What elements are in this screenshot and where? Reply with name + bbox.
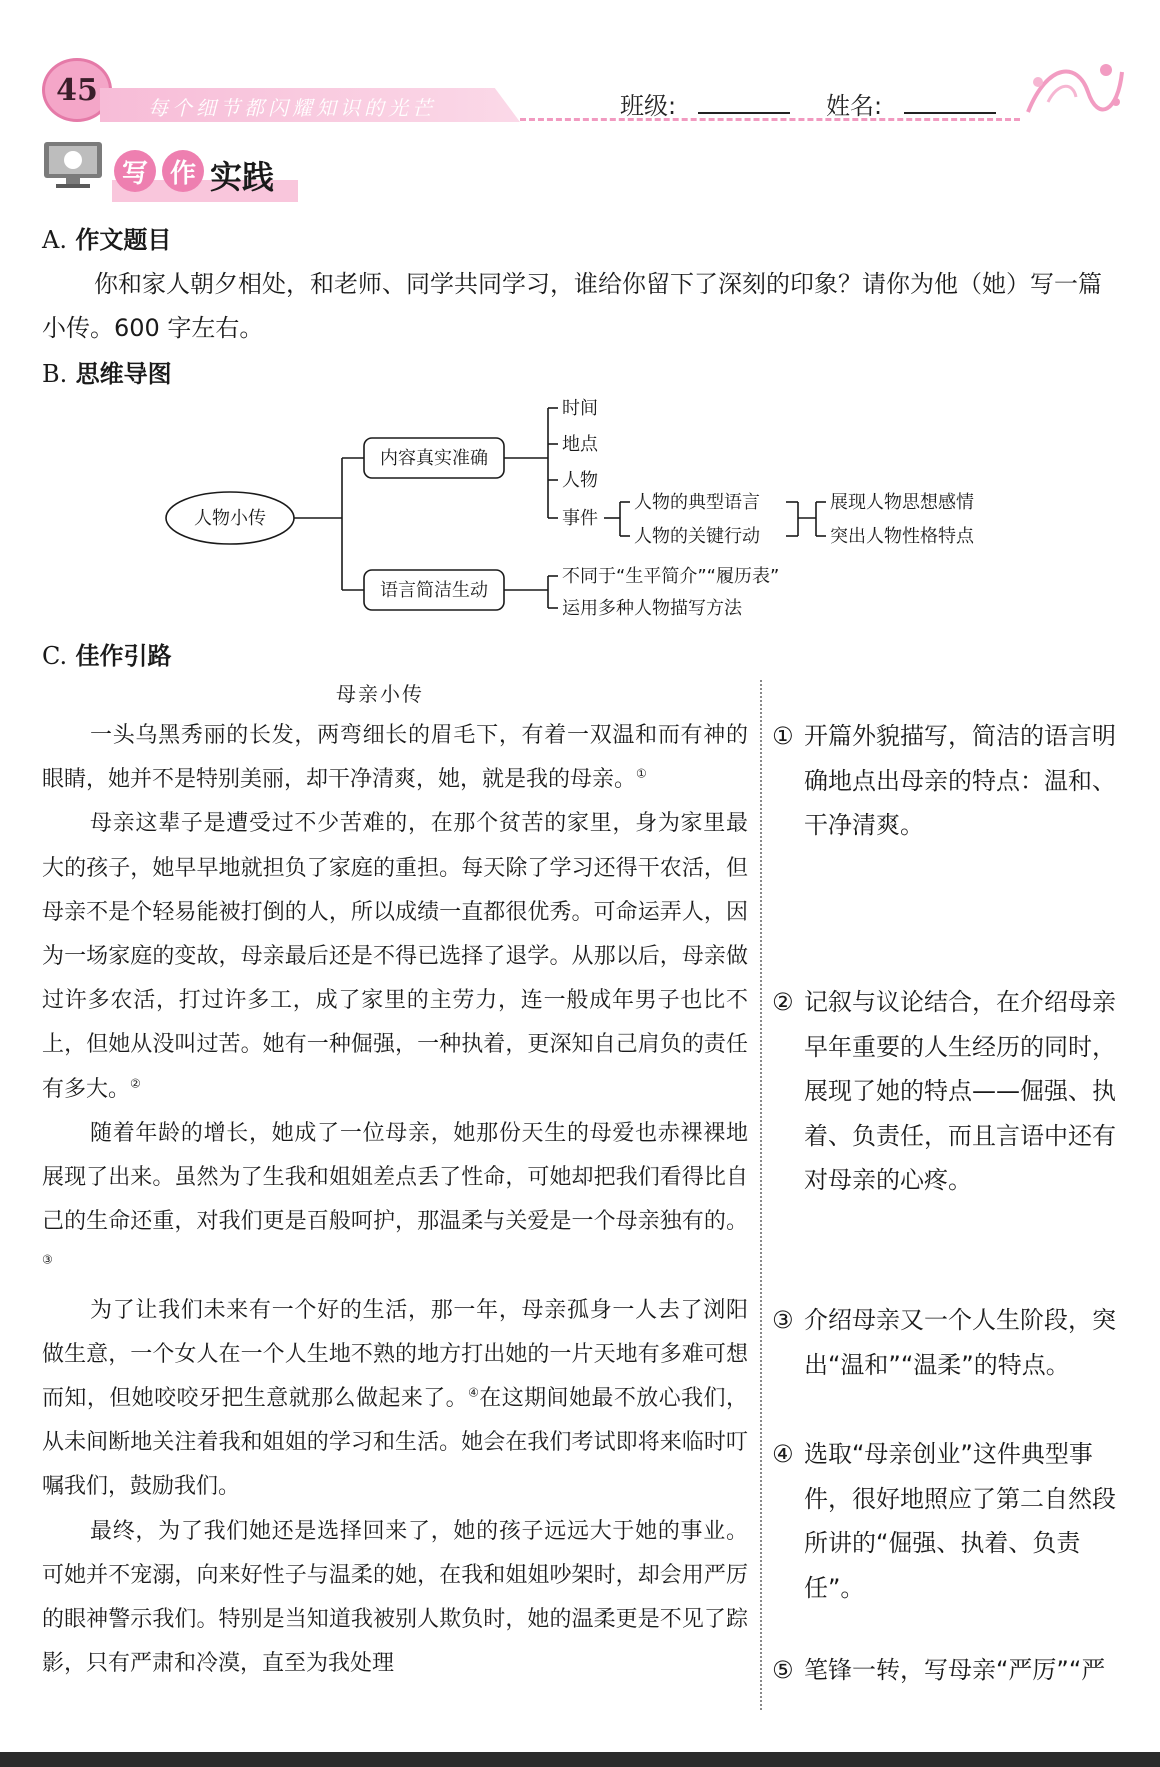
mm-event-language: 人物的典型语言 [634, 492, 760, 513]
page-number-badge: 45 [42, 58, 112, 122]
annotation-mark-3: ③ [42, 1253, 53, 1268]
monitor-icon [42, 140, 104, 190]
heading-c [42, 636, 172, 671]
title-circle-2: 作 [162, 150, 204, 192]
mm-item-person: 人物 [562, 470, 598, 491]
annotation-mark-1: ① [636, 766, 647, 781]
heading-a [42, 220, 171, 255]
note-number-3: ③ [772, 1306, 794, 1334]
essay-title: 母亲小传 [336, 682, 424, 706]
mm-result-character: 突出人物性格特点 [830, 526, 974, 547]
annotation-note-4: ④ 选取“母亲创业”这件典型事件，很好地照应了第二自然段所讲的“倔强、执着、负责任”。 [772, 1432, 1122, 1610]
essay-paragraph-2: 母亲这辈子是遭受过不少苦难的，在那个贫苦的家里，身为家里最大的孩子，她早早地就担负了家庭的重担。每天除了学习还得干农活，但母亲不是个轻易能被打倒的人，所以成绩一直都很优秀。可命运弄人，因为一场家庭的变故，母亲最后还是不得已选择了退学。从那以后，母亲做过许多农活，打过许多工，成了家里的主劳力，连一般成年男子也比不上，但她从没叫过苦。她有一种倔强，一种执着，更深知自己肩负的责任有多大。② [42, 811, 748, 1102]
bottom-bar [0, 1752, 1160, 1767]
essay-paragraph-3: 随着年龄的增长，她成了一位母亲，她那份天生的母爱也赤裸裸地展现了出来。虽然为了生我和姐姐差点丢了性命，可她却把我们看得比自己的生命还重，对我们更是百般呵护，那温柔与关爱是一个母亲独有的。③ [42, 1120, 748, 1268]
annotation-mark-4: ④ [468, 1385, 480, 1400]
mind-map [150, 392, 1030, 624]
annotation-note-1: ① 开篇外貌描写，简洁的语言明确地点出母亲的特点：温和、干净清爽。 [772, 714, 1122, 848]
note-number-4: ④ [772, 1440, 794, 1468]
mm-result-feeling: 展现人物思想感情 [830, 492, 974, 513]
mm-branch2-item-1: 不同于“生平简介”“履历表” [562, 566, 780, 587]
section-title: 实践 [210, 158, 275, 196]
mm-item-time: 时间 [562, 398, 598, 419]
mm-root: 人物小传 [194, 508, 266, 529]
class-label: 班级: [620, 92, 677, 120]
heading-b [42, 354, 172, 389]
heading-a-letter: A. [42, 226, 67, 254]
mm-branch2: 语言简洁生动 [380, 580, 488, 601]
title-circle-1: 写 [114, 150, 156, 192]
name-blank[interactable] [904, 112, 996, 114]
essay-prompt: 你和家人朝夕相处，和老师、同学共同学习，谁给你留下了深刻的印象？请你为他（她）写一篇小传。600 字左右。 [42, 270, 1102, 342]
heading-b-text: 思维导图 [75, 360, 172, 388]
mm-item-place: 地点 [562, 434, 598, 455]
annotation-note-5: ⑤ 笔锋一转，写母亲“严厉”“严 [772, 1648, 1122, 1693]
essay-paragraph-4: 为了让我们未来有一个好的生活，那一年，母亲孤身一人去了浏阳做生意，一个女人在一个人生地不熟的地方打出她的一片天地有多难可想而知，但她咬咬牙把生意就那么做起来了。④在这期间她最不放心我们，从未间断地关注着我和姐姐的学习和生活。她会在我们考试即将来临时叮嘱我们，鼓励我们。 [42, 1297, 748, 1500]
header-dashed-line [520, 118, 1020, 121]
slogan-text: 每个细节都闪耀知识的光芒 [148, 96, 436, 120]
mm-branch1: 内容真实准确 [380, 448, 488, 469]
flourish-ornament-icon [1018, 52, 1128, 124]
essay-paragraph-5: 最终，为了我们她还是选择回来了，她的孩子远远大于她的事业。可她并不宠溺，向来好性子与温柔的她，在我和姐姐吵架时，却会用严厉的眼神警示我们。特别是当知道我被别人欺负时，她的温柔更是不见了踪影，只有严肃和冷漠，直至为我处理 [42, 1518, 748, 1677]
heading-b-letter: B. [42, 360, 68, 388]
mm-event-action: 人物的关键行动 [634, 526, 760, 547]
essay-paragraph-1: 一头乌黑秀丽的长发，两弯细长的眉毛下，有着一双温和而有神的眼睛，她并不是特别美丽，却干净清爽，她，就是我的母亲。① [42, 723, 748, 793]
annotation-note-2: ② 记叙与议论结合，在介绍母亲早年重要的人生经历的同时，展现了她的特点——倔强、执着、负责任，而且言语中还有对母亲的心疼。 [772, 980, 1122, 1203]
annotation-mark-2: ② [130, 1076, 141, 1091]
mm-branch2-item-2: 运用多种人物描写方法 [562, 598, 742, 619]
class-blank[interactable] [698, 112, 790, 114]
heading-a-text: 作文题目 [75, 226, 172, 254]
column-divider [760, 680, 762, 1710]
note-number-2: ② [772, 988, 794, 1016]
name-label: 姓名: [826, 92, 883, 120]
heading-c-letter: C. [42, 642, 68, 670]
annotation-note-3: ③ 介绍母亲又一个人生阶段，突出“温和”“温柔”的特点。 [772, 1298, 1122, 1387]
heading-c-text: 佳作引路 [75, 642, 172, 670]
note-number-5: ⑤ [772, 1656, 794, 1684]
note-number-1: ① [772, 722, 794, 750]
mm-item-event: 事件 [562, 508, 598, 529]
essay-body [42, 714, 748, 1686]
